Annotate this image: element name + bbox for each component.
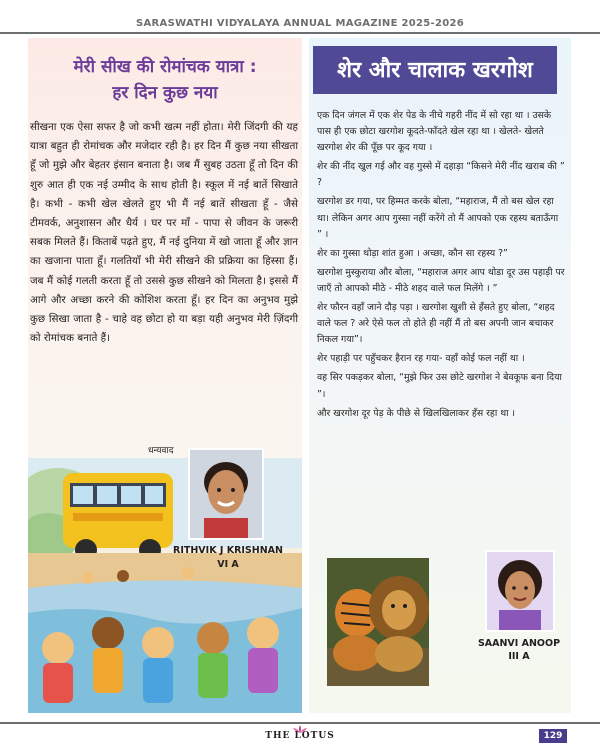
magazine-title: SARASWATHI VIDYALAYA ANNUAL MAGAZINE 2025-2026 — [135, 18, 465, 29]
story-paragraph: शेर पहाड़ी पर पहुँचकर हैरान रह गया- वहाँ कोई फल नहीं था । — [317, 353, 525, 365]
tiger-and-lion-image — [327, 558, 429, 686]
footer-brand: THE LOTUS — [265, 731, 335, 741]
right-article-title-banner — [313, 46, 557, 94]
thanks-text: धन्यवाद — [148, 446, 174, 456]
story-paragraph: शेर फौरन वहाँ जाने दौड़ पड़ा । खरगोश खुशी से हँसते हुए बोला, “शहद वाले फल ? अरे ऐसे फल तो होते ही नहीं मैं तो बस अपनी जान बचाकर निकल गया”। — [317, 302, 555, 346]
story-paragraph: खरगोश डर गया, पर हिम्मत करके बोला, “महाराज, मैं तो बस खेल रहा था। लेकिन अगर आप गुस्सा नहीं करेंगे तो मैं आपको एक रहस्य बताऊँगा ” । — [317, 196, 559, 240]
boy-portrait-icon — [190, 450, 262, 538]
left-title-line2: हर दिन कुछ नया — [112, 83, 218, 103]
left-title-line1: मेरी सीख की रोमांचक यात्रा : — [73, 57, 257, 77]
story-paragraph: एक दिन जंगल में एक शेर पेड के नीचे गहरी नींद में सो रहा था । उसके पास ही एक छोटा खरगोश कूदते-फाँदते खेल रहा था । खेलते- खेलते खरगोश शेर की पूँछ पर कूद गया । — [317, 110, 552, 154]
story-paragraph: शेर की नींद खुल गई और वह गुस्से में दहाड़ा “किसने मेरी नींद खराब की ” ? — [317, 161, 565, 189]
magazine-header — [0, 0, 600, 34]
right-article — [309, 38, 571, 713]
story-paragraph: खरगोश मुस्कुराया और बोला, “महाराज अगर आप थोडा दूर उस पहाड़ी पर जाएँ तो आपको मीठे - मीठे शहद वाले फल मिलेंगे । ” — [317, 266, 565, 294]
author-name-rithvik: RITHVIK J KRISHNAN — [173, 545, 283, 556]
author-photo-rithvik — [188, 448, 264, 540]
author-class-saanvi: III A — [508, 651, 530, 662]
right-article-title: शेर और चालाक खरगोश — [337, 58, 533, 83]
left-article-title — [28, 54, 302, 106]
page-number: 129 — [539, 729, 567, 743]
right-article-body — [317, 108, 565, 425]
author-name-saanvi: SAANVI ANOOP — [477, 638, 561, 649]
story-paragraph: शेर का गुस्सा थोड़ा शांत हुआ । अच्छा, कौन सा रहस्य ?” — [317, 247, 508, 259]
author-class-rithvik: VI A — [217, 559, 239, 570]
story-paragraph: और खरगोश दूर पेड़ के पीछे से खिलखिलाकर हँस रहा था । — [317, 407, 516, 419]
girl-portrait-icon — [487, 552, 553, 630]
footer-divider — [0, 722, 600, 724]
left-article — [28, 38, 302, 713]
author-photo-saanvi — [485, 550, 555, 632]
left-article-body: सीखना एक ऐसा सफर है जो कभी खत्म नहीं होता। मेरी जिंदगी की यह यात्रा बहुत ही रोमांचक और मजेदार रही है। हर दिन मैं कुछ नया सीखता हूँ जो मुझे और बेहतर इंसान बनाता है। जब मैं सुबह उठता हूँ तो दिन की शुरु आत ही एक नई उम्मीद के साथ होती है। स्कूल में नई बातें सिखाते है। कभी - कभी खेल खेलते हुए भी मैं नई बातें सीखता हूँ - जैसे टीमवर्क, अनुशासन और धैर्य । घर पर माँ - पापा से जीवन के जरूरी सबक मिलते हैं। किताबें पढ़ते हुए, मैं नई दुनिया में खो जाता हूँ और ज्ञान का खजाना पाता हूँ। गलतियाँ भी मेरी सीखने की प्रक्रिया का हिस्सा हैं। जब मैं कोई गलती करता हूँ तो उससे कुछ सीखने को मिलता है। इससे मैं आगे और अच्छा करने की कोशिश करता हूँ। हर दिन का अनुभव मुझे कुछ सिखा जाता है - चाहे वह छोटा हो या बड़ा यही अनुभव मेरी ज़िंदगी को रोमांचक बनाते हैं। — [30, 121, 298, 345]
story-paragraph: वह सिर पकड़कर बोला, “मुझे फिर उस छोटे खरगोश ने बेवकूफ बना दिया ”। — [317, 372, 562, 400]
